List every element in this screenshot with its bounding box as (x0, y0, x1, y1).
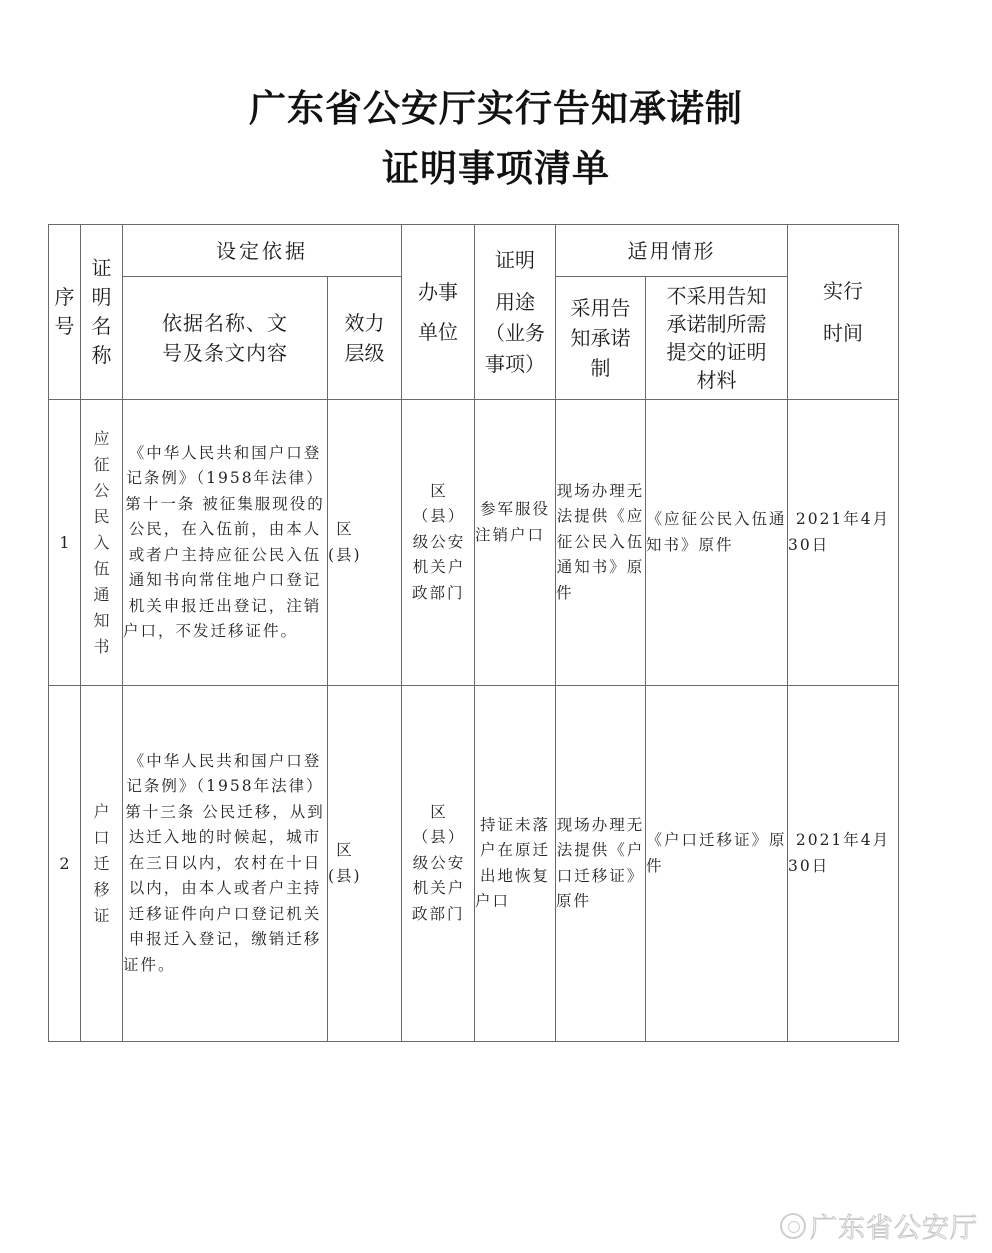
header-cert-name: 证明名称 (81, 225, 123, 400)
header-usage: 证明 用途（业务事项） (475, 225, 556, 400)
document-title-line2: 证明事项清单 (382, 146, 610, 190)
watermark-text: 广东省公安厅 (810, 1213, 978, 1244)
row-not-adopt: 《应征公民入伍通知书》原件 (646, 400, 788, 686)
document-title-line1: 广东省公安厅实行告知承诺制 (249, 86, 743, 130)
row-usage: 参军服役注销户口 (475, 400, 556, 686)
row-basis-level: 区(县) (328, 400, 402, 686)
row-basis-name: 《中华人民共和国户口登记条例》（1958年法律）第十一条 被征集服现役的公民，在入伍前，由本人或者户主持应征公民入伍通知书向常住地户口登记机关申报迁出登记，注销户口，不发迁移证件。 (123, 400, 328, 686)
row-basis-level: 区(县) (328, 686, 402, 1042)
header-not-adopt: 不采用告知承诺制所需提交的证明材料 (646, 277, 788, 400)
row-effective-time: 2021年4月30日 (788, 400, 899, 686)
row-cert-name: 应征公民入伍通知书 (81, 400, 123, 686)
header-seq: 序号 (49, 225, 81, 400)
watermark (780, 1206, 978, 1245)
row-seq: 1 (49, 400, 81, 686)
police-badge-icon (780, 1213, 806, 1239)
header-applicable-group: 适用情形 (556, 225, 788, 277)
row-basis-name: 《中华人民共和国户口登记条例》（1958年法律）第十三条 公民迁移，从到达迁入地的时候起，城市在三日以内，农村在十日以内，由本人或者户主持迁移证件向户口登记机关申报迁入登记，缴销迁移证件。 (123, 686, 328, 1042)
row-seq: 2 (49, 686, 81, 1042)
row-office: 区（县）级公安机关户政部门 (402, 686, 475, 1042)
header-adopt: 采用告知承诺制 (556, 277, 646, 400)
row-adopt: 现场办理无法提供《应征公民入伍通知书》原件 (556, 400, 646, 686)
row-office: 区（县）级公安机关户政部门 (402, 400, 475, 686)
row-adopt: 现场办理无法提供《户口迁移证》原件 (556, 686, 646, 1042)
header-effective-time: 实行时间 (788, 225, 899, 400)
row-effective-time: 2021年4月30日 (788, 686, 899, 1042)
header-basis-name: 依据名称、文号及条文内容 (123, 277, 328, 400)
header-office: 办事单位 (402, 225, 475, 400)
row-cert-name: 户口迁移证 (81, 686, 123, 1042)
header-basis-level: 效力层级 (328, 277, 402, 400)
row-usage: 持证未落户在原迁出地恢复户口 (475, 686, 556, 1042)
certification-list-table (48, 224, 899, 1042)
table-row (49, 400, 899, 686)
row-not-adopt: 《户口迁移证》原件 (646, 686, 788, 1042)
header-basis-group: 设定依据 (123, 225, 402, 277)
table-row (49, 686, 899, 1042)
